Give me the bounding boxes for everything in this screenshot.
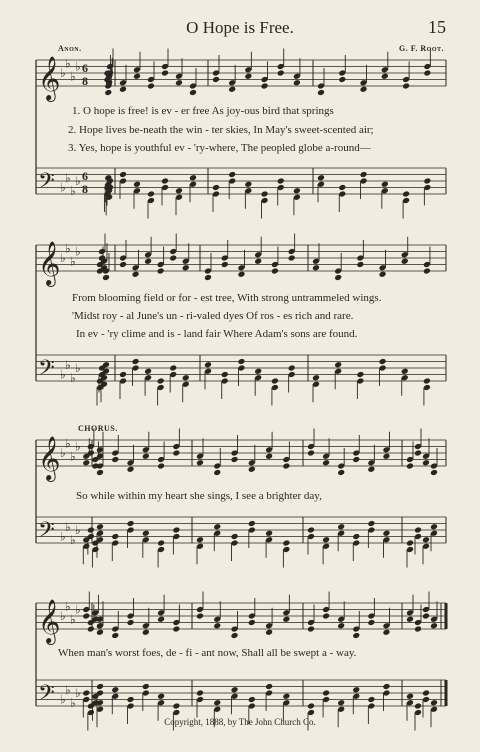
note-head [196,690,204,697]
note-head [406,540,414,547]
note-head [307,703,315,710]
note-head [261,83,269,90]
note-head [381,73,389,80]
note-head [356,261,364,268]
note-head [382,453,390,460]
note-head [133,73,141,80]
flat-icon: ♭ [75,361,81,375]
flat-icon: ♭ [75,602,81,617]
lyric-line-s4: When man's worst foes, de - fi - ant now, Shall all be swept a - way. [58,647,357,659]
note-head [367,466,375,473]
note-head [127,619,135,626]
lyric-line-s2-v3: In ev - 'ry clime and is - land fair Where Adam's sons are found. [76,328,358,340]
note-head [172,527,180,534]
note-head [221,371,229,378]
note-head [293,187,301,194]
note-head [127,466,135,473]
note-head [127,696,135,703]
note-head [237,358,245,365]
note-head [423,178,431,185]
treble-clef-icon: 𝄞 [38,436,61,480]
note-head [322,613,330,620]
note-head [288,365,296,372]
note-head [127,520,135,527]
note-head [423,70,431,77]
note-head [271,268,279,275]
note-head [189,89,197,96]
note-head [175,187,183,194]
note-head [119,86,127,93]
note-head [244,181,252,188]
note-head [175,79,183,86]
note-head [430,523,438,530]
flat-icon: ♭ [70,695,76,710]
note-head [312,264,320,271]
note-head [142,530,150,537]
note-head [422,459,430,466]
note-head [334,274,342,281]
note-head [334,361,342,368]
note-head [196,613,204,620]
hymn-title: O Hope is Free. [186,18,294,37]
note-head [360,171,368,178]
note-head [367,619,375,626]
note-head [196,536,204,543]
note-head [322,459,330,466]
note-head [231,533,239,540]
note-head [231,456,239,463]
note-head [265,453,273,460]
bass-clef-icon: 𝄢 [38,169,55,199]
note-head [237,271,245,278]
note-head [406,616,414,623]
note-head [382,530,390,537]
flat-icon: ♭ [70,254,76,269]
note-head [157,378,165,385]
note-head [337,622,345,629]
note-head [430,622,438,629]
note-head [213,523,221,530]
flat-icon: ♭ [65,519,71,534]
flat-icon: ♭ [75,439,81,454]
note-head [430,699,438,706]
flat-icon: ♭ [70,370,76,385]
note-head [288,255,296,262]
lyric-line-s2-v1: From blooming field or for - est tree, With strong untrammeled wings. [72,292,382,304]
note-head [157,693,165,700]
note-head [182,374,190,381]
note-head [147,191,155,198]
note-head [169,255,177,262]
flat-icon: ♭ [65,436,71,451]
note-head [133,181,141,188]
note-head [228,171,236,178]
note-head [379,271,387,278]
note-head [401,258,409,265]
chorus-label: CHORUS. [78,424,118,433]
note-head [96,469,104,476]
note-head [338,76,346,83]
note-head [96,629,104,636]
bass-clef-icon: 𝄢 [38,681,55,711]
note-head [96,523,104,530]
note-head [337,523,345,530]
note-head [204,361,212,368]
flat-icon: ♭ [60,367,66,382]
note-head [157,616,165,623]
lyricist-credit: Anon. [58,44,82,53]
note-head [423,378,431,385]
note-head [248,520,256,527]
note-head [401,368,409,375]
note-head [282,463,290,470]
flat-icon: ♭ [60,66,66,80]
note-head [142,683,150,690]
note-head [352,456,360,463]
flat-icon: ♭ [65,682,71,697]
flat-icon: ♭ [60,692,66,707]
note-head [169,365,177,372]
note-head [231,632,239,639]
flat-icon: ♭ [60,529,66,544]
lyric-line-s1-v3: 3. Yes, hope is youthful ev - 'ry-where, The peopled globe a-round— [68,142,371,154]
flat-icon: ♭ [75,244,81,259]
note-head [213,622,221,629]
flat-icon: ♭ [70,183,76,198]
time-signature-top: 6 [82,169,88,183]
note-head [213,469,221,476]
note-head [379,358,387,365]
note-head [204,274,212,281]
note-head [360,86,368,93]
bass-clef-icon: 𝄢 [38,518,55,548]
note-head [381,181,389,188]
note-head [82,690,90,697]
note-head [414,626,422,633]
note-head [228,86,236,93]
note-head [157,268,165,275]
treble-clef-icon: 𝄞 [38,241,61,285]
note-head [189,174,197,181]
time-signature-bottom: 8 [82,74,88,88]
note-head [213,699,221,706]
copyright-notice: Copyright, 1888, by The John Church Co. [164,717,316,727]
note-head [265,683,273,690]
lyric-line-s2-v2: 'Midst roy - al June's un - ri-valed dyes Of ros - es rich and rare. [72,310,354,322]
note-head [307,527,315,534]
note-head [248,466,256,473]
note-head [406,693,414,700]
composer-credit: G. F. Root. [399,44,444,53]
note-head [338,184,346,191]
note-head [111,533,119,540]
note-head [356,371,364,378]
flat-icon: ♭ [75,523,81,537]
flat-icon: ♭ [65,357,71,372]
note-head [142,453,150,460]
note-head [317,89,325,96]
note-head [271,378,279,385]
note-head [144,258,152,265]
note-head [172,626,180,633]
note-head [82,613,90,620]
note-head [293,79,301,86]
flat-icon: ♭ [65,599,71,614]
flat-icon: ♭ [65,56,71,71]
page-number: 15 [428,17,446,37]
note-head [337,699,345,706]
note-head [282,540,290,547]
note-head [231,686,239,693]
note-head [254,258,262,265]
note-head [82,459,90,466]
note-head [196,459,204,466]
flat-icon: ♭ [70,449,76,464]
note-head [367,696,375,703]
flat-icon: ♭ [65,241,71,256]
note-head [265,530,273,537]
note-head [147,83,155,90]
note-head [111,686,119,693]
note-head [414,450,422,457]
note-head [157,540,165,547]
lyric-line-s1-v1: 1. O hope is free! is ev - er free As joy-ous bird that springs [72,105,334,117]
note-head [422,690,430,697]
note-head [382,683,390,690]
note-head [423,268,431,275]
flat-icon: ♭ [70,69,76,84]
note-head [317,174,325,181]
note-head [87,626,95,633]
note-head [119,371,127,378]
note-head [307,626,315,633]
flat-icon: ♭ [70,612,76,627]
flat-icon: ♭ [75,59,81,74]
note-head [367,520,375,527]
note-head [161,178,169,185]
flat-icon: ♭ [65,170,71,185]
note-head [406,463,414,470]
note-head [414,527,422,534]
note-head [422,536,430,543]
flat-icon: ♭ [70,532,76,547]
note-head [282,693,290,700]
note-head [430,469,438,476]
flat-icon: ♭ [60,446,66,460]
note-head [307,450,315,457]
note-head [352,632,360,639]
note-head [212,76,220,83]
note-head [111,456,119,463]
note-head [244,73,252,80]
note-head [322,690,330,697]
treble-clef-icon: 𝄞 [38,56,61,100]
note-head [111,632,119,639]
flat-icon: ♭ [75,686,81,700]
time-signature-top: 6 [82,61,88,75]
note-head [402,83,410,90]
note-head [254,368,262,375]
note-head [382,629,390,636]
note-head [161,70,169,77]
note-head [312,374,320,381]
note-head [265,629,273,636]
note-head [142,629,150,636]
note-head [352,533,360,540]
flat-icon: ♭ [60,609,66,623]
note-head [277,178,285,185]
note-head [132,358,140,365]
note-head [119,171,127,178]
note-head [221,261,229,268]
note-head [144,368,152,375]
note-head [172,450,180,457]
bass-clef-icon: 𝄢 [38,356,55,386]
note-head [212,184,220,191]
note-head [352,686,360,693]
treble-clef-icon: 𝄞 [38,599,61,643]
note-head [277,70,285,77]
note-head [182,264,190,271]
note-head [337,469,345,476]
flat-icon: ♭ [75,174,81,188]
note-head [102,274,110,281]
flat-icon: ♭ [60,251,66,265]
note-head [172,703,180,710]
time-signature-bottom: 8 [82,182,88,196]
note-head [96,683,104,690]
note-head [132,271,140,278]
note-head [282,616,290,623]
note-head [422,613,430,620]
note-head [87,527,95,534]
note-head [402,191,410,198]
note-head [157,463,165,470]
flat-icon: ♭ [60,180,66,195]
lyric-line-chorus: So while within my heart she sings, I see a brighter day, [76,490,322,502]
note-head [248,619,256,626]
note-head [322,536,330,543]
note-head [248,696,256,703]
note-head [261,191,269,198]
note-head [104,89,112,96]
note-head [414,703,422,710]
lyric-line-s1-v2: 2. Hope lives be-neath the win - ter skies, In May's sweet-scented air; [68,124,374,136]
note-head [119,261,127,268]
